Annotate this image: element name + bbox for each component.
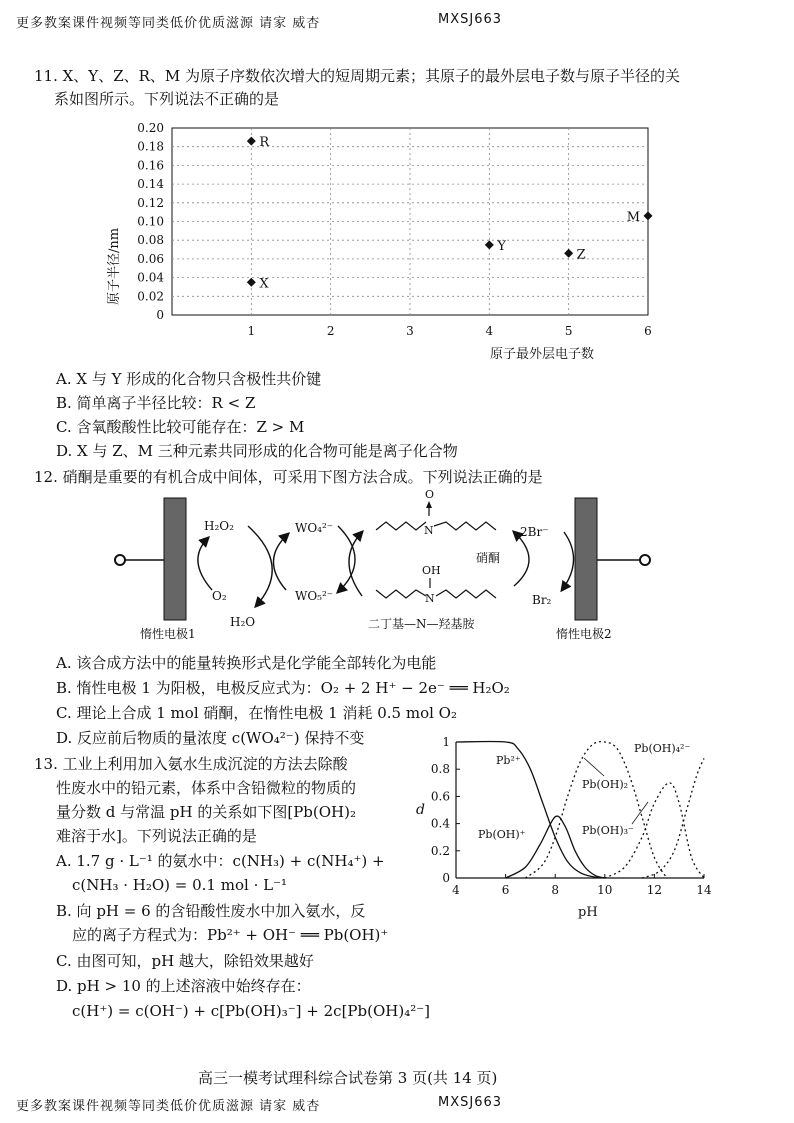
chart1-ytick-label: 0.14 <box>137 177 164 192</box>
chart2-series-label: Pb²⁺ <box>496 754 521 767</box>
amine-structure <box>376 590 426 598</box>
chart1-xlabel: 原子最外层电子数 <box>490 347 595 362</box>
terminal-right-icon <box>640 555 650 565</box>
chart2-xtick-label: 12 <box>646 883 663 897</box>
q12-synthesis-diagram <box>100 486 670 646</box>
chart1-point-label: Y <box>497 238 506 254</box>
chart2-ylabel: d <box>416 802 425 818</box>
chart1-point-label: M <box>626 209 640 225</box>
chart2-series-label: Pb(OH)⁺ <box>478 828 526 841</box>
q12-stem: 12. 硝酮是重要的有机合成中间体，可采用下图方法合成。下列说法正确的是 <box>34 468 543 486</box>
label-wo5: WO₅²⁻ <box>295 589 334 603</box>
chart1-ytick-label: 0.16 <box>137 158 164 173</box>
q11-stem-line1: 11. X、Y、Z、R、M 为原子序数依次增大的短周期元素；其原子的最外层电子数与原子半径的关 <box>34 67 681 85</box>
q13-option-b-line2: 应的离子方程式为：Pb²⁺ + OH⁻ ══ Pb(OH)⁺ <box>72 926 389 944</box>
chart1-xtick-label: 3 <box>406 324 414 338</box>
chart2-xlabel: pH <box>578 905 598 920</box>
q13-option-d-line2: c(H⁺) = c(OH⁻) + c[Pb(OH)₃⁻] + 2c[Pb(OH)₄²⁻] <box>72 1002 431 1020</box>
chart1-ylabel: 原子半径/nm <box>107 227 122 305</box>
chart1-point-x <box>247 278 256 287</box>
chart2-xtick-label: 6 <box>501 883 510 897</box>
chart2-ytick-label: 0.2 <box>430 843 450 858</box>
chart2-xtick-label: 14 <box>696 883 712 897</box>
q12-option-d: D. 反应前后物质的量浓度 c(WO₄²⁻) 保持不变 <box>56 729 365 747</box>
q13-option-c: C. 由图可知，pH 越大，除铅效果越好 <box>56 952 314 970</box>
q13-option-a-line2: c(NH₃ · H₂O) = 0.1 mol · L⁻¹ <box>72 876 287 894</box>
q11-scatter-chart <box>100 110 680 370</box>
chart2-ytick-label: 0 <box>442 871 450 885</box>
chart2-xtick-label: 4 <box>452 883 460 897</box>
chart2-series-label: Pb(OH)₂ <box>582 778 629 791</box>
chart1-point-label: R <box>259 135 270 151</box>
q11-stem-line2: 系如图所示。下列说法不正确的是 <box>54 90 280 108</box>
q13-stem-line3: 量分数 d 与常温 pH 的关系如下图[Pb(OH)₂ <box>56 803 357 821</box>
electrode-1 <box>164 498 186 620</box>
chart1-xtick-label: 6 <box>644 324 652 338</box>
q13-option-a-line1: A. 1.7 g · L⁻¹ 的氨水中：c(NH₃) + c(NH₄⁺) + <box>56 852 385 870</box>
chart2-series-line <box>456 741 605 878</box>
q12-option-a: A. 该合成方法中的能量转换形式是化学能全部转化为电能 <box>56 654 437 672</box>
chart1-point-m <box>644 211 653 220</box>
chart1-ytick-label: 0 <box>156 308 164 322</box>
chart1-xtick-label: 2 <box>326 324 335 338</box>
q11-option-d: D. X 与 Z、M 三种元素共同形成的化合物可能是离子化合物 <box>56 442 458 460</box>
label-n-nitrone: N <box>424 524 434 537</box>
chart1-ytick-label: 0.04 <box>137 270 164 285</box>
chart2-xtick-label: 8 <box>551 883 560 897</box>
arrow-wo4-to-wo5 <box>338 526 355 592</box>
electrode-2 <box>575 498 597 620</box>
footer-promo: 更多教案课件视频等同类低价优质滋源 请家 威杏 <box>16 1099 321 1114</box>
chart1-ytick-label: 0.20 <box>137 121 164 135</box>
chart1-point-y <box>485 240 494 249</box>
chart1-xtick-label: 4 <box>485 324 494 338</box>
arrow-br2-to-amine <box>514 532 529 586</box>
chart2-series-line <box>642 758 704 878</box>
q13-species-chart <box>408 730 718 930</box>
footer-code: MXSJ663 <box>438 1095 503 1110</box>
arrow-br-to-br2 <box>562 532 574 590</box>
chart1-xtick-label: 1 <box>247 324 256 338</box>
label-wo4: WO₄²⁻ <box>295 521 334 535</box>
chart1-ytick-label: 0.02 <box>137 289 164 304</box>
q13-option-d-line1: D. pH > 10 的上述溶液中始终存在： <box>56 977 311 995</box>
arrow-amine-to-nitrone <box>349 532 362 596</box>
arrow-h2o2-to-h2o <box>248 526 272 606</box>
chart1-point-label: Z <box>576 247 586 263</box>
chart2-ytick-label: 0.4 <box>430 816 450 831</box>
header-promo: 更多教案课件视频等同类低价优质滋源 请家 威杏 <box>16 16 321 31</box>
label-br2: Br₂ <box>532 593 552 607</box>
label-o-atom: O <box>425 488 435 501</box>
header-code: MXSJ663 <box>438 12 503 27</box>
chart2-series-line <box>525 742 666 878</box>
q11-option-a: A. X 与 Y 形成的化合物只含极性共价键 <box>56 370 322 388</box>
label-h2o2: H₂O₂ <box>204 519 234 533</box>
chart1-ytick-label: 0.08 <box>137 233 164 248</box>
chart2-label-leader <box>584 758 604 776</box>
q13-stem-line2: 性废水中的铅元素，体系中含铅微粒的物质的 <box>56 779 357 797</box>
label-electrode-2: 惰性电极2 <box>556 627 612 641</box>
arrow-o2-to-h2o2 <box>198 538 212 590</box>
q11-option-b: B. 简单离子半径比较：R < Z <box>56 394 256 412</box>
chart2-series-label: Pb(OH)₃⁻ <box>582 824 634 837</box>
arrow-wo5-to-wo4 <box>273 534 288 590</box>
q13-option-b-line1: B. 向 pH = 6 的含铅酸性废水中加入氨水，反 <box>56 902 366 920</box>
chart1-ytick-label: 0.10 <box>137 214 164 229</box>
label-n-amine: N <box>425 592 435 605</box>
chart2-ytick-label: 0.6 <box>430 789 450 804</box>
chart2-xtick-label: 10 <box>597 883 613 897</box>
nitrone-structure <box>376 522 426 530</box>
q13-stem-line4: 难溶于水]。下列说法正确的是 <box>56 827 257 845</box>
chart1-point-r <box>247 137 256 146</box>
chart1-point-label: X <box>259 276 269 292</box>
chart1-ytick-label: 0.06 <box>137 251 164 266</box>
chart1-ytick-label: 0.12 <box>137 195 164 210</box>
label-oh: OH <box>422 564 441 577</box>
label-br-minus: 2Br⁻ <box>520 525 549 539</box>
q12-option-b: B. 惰性电极 1 为阳极，电极反应式为：O₂ + 2 H⁺ − 2e⁻ ══ H₂O₂ <box>56 679 510 697</box>
label-amine: 二丁基—N—羟基胺 <box>368 617 475 631</box>
chart1-xtick-label: 5 <box>564 324 573 338</box>
chart2-ytick-label: 1 <box>442 735 450 749</box>
q11-option-c: C. 含氧酸酸性比较可能存在：Z > M <box>56 418 305 436</box>
chart2-series-label: Pb(OH)₄²⁻ <box>634 742 691 755</box>
label-electrode-1: 惰性电极1 <box>140 627 196 641</box>
terminal-left-icon <box>115 555 125 565</box>
footer-page-info: 高三一模考试理科综合试卷第 3 页(共 14 页) <box>198 1069 498 1087</box>
label-nitrone: 硝酮 <box>476 551 501 565</box>
chart2-label-leader <box>632 802 648 824</box>
label-o2: O₂ <box>212 589 227 603</box>
q12-option-c: C. 理论上合成 1 mol 硝酮，在惰性电极 1 消耗 0.5 mol O₂ <box>56 704 457 722</box>
q13-stem-line1: 13. 工业上利用加入氨水生成沉淀的方法去除酸 <box>34 755 348 773</box>
chart2-ytick-label: 0.8 <box>430 762 450 777</box>
label-h2o: H₂O <box>230 615 256 629</box>
chart1-ytick-label: 0.18 <box>137 139 164 154</box>
chart1-point-z <box>564 249 573 258</box>
